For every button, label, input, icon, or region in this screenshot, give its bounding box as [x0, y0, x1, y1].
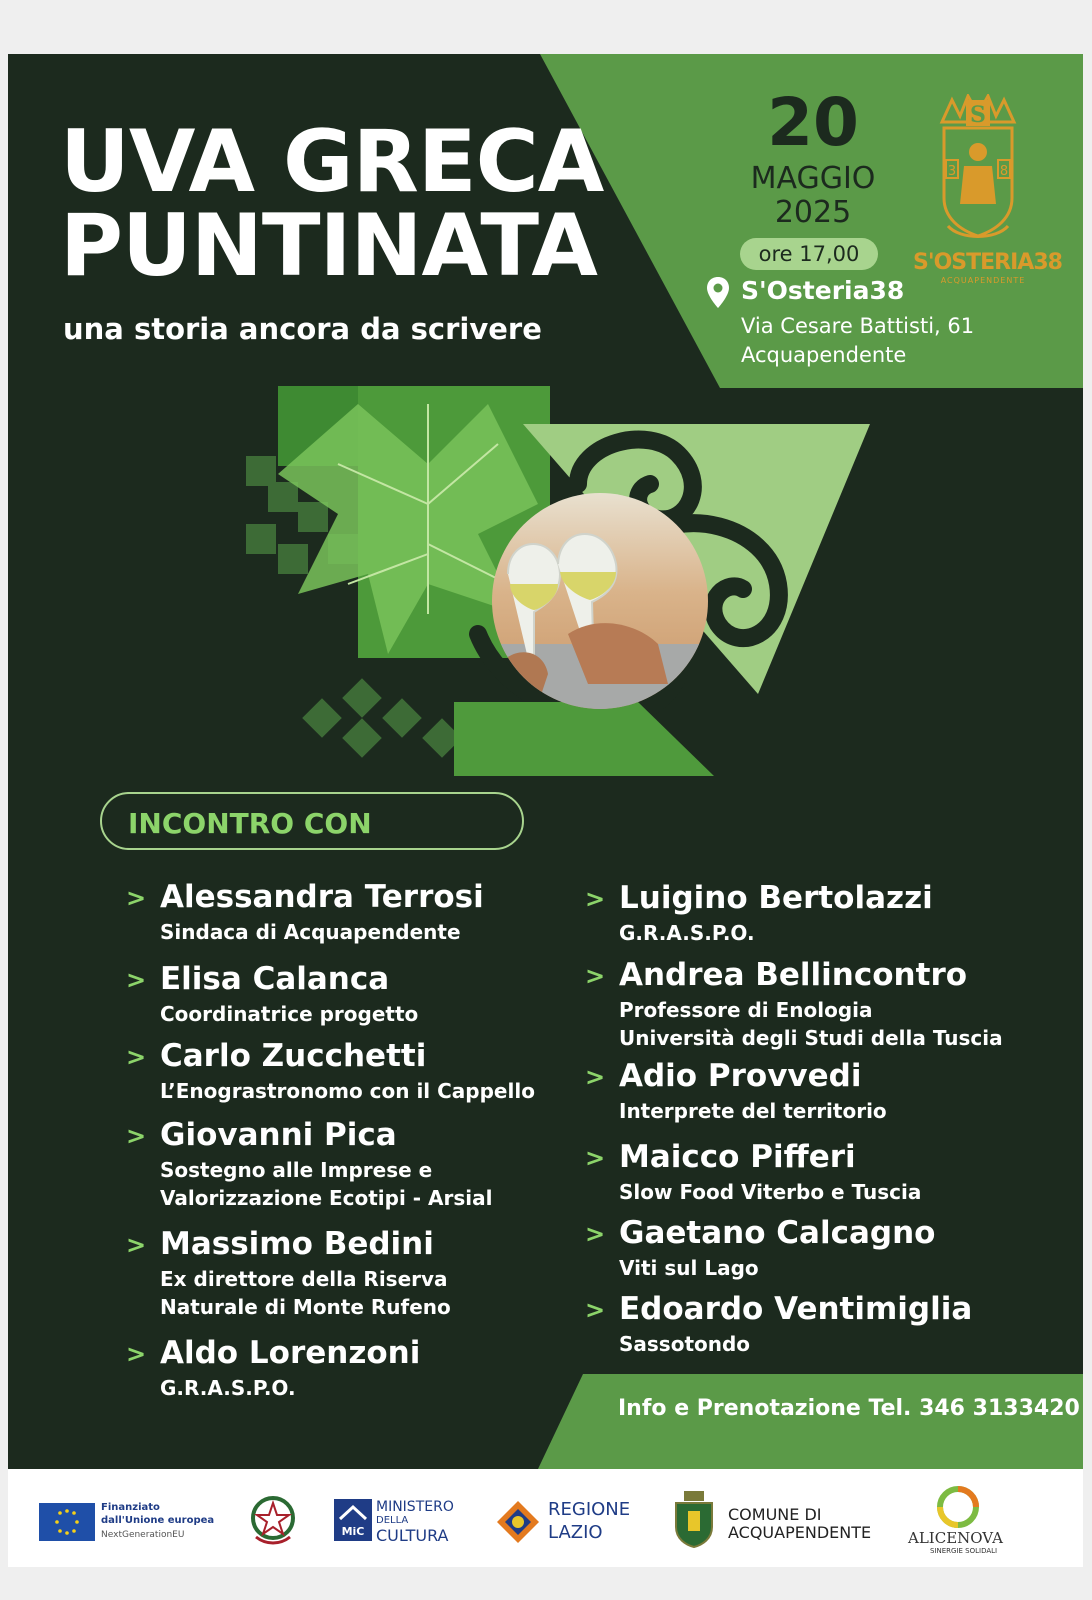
green-trapezoid-decoration [454, 702, 714, 776]
speaker-name: Alessandra Terrosi [160, 879, 484, 915]
speaker-role: Viti sul Lago [619, 1256, 759, 1280]
eu-flag-icon [39, 1503, 95, 1541]
chevron-right-icon: > [126, 884, 147, 912]
chevron-right-icon: > [585, 1296, 606, 1324]
emblem-left-number: 3 [947, 164, 957, 179]
speaker-name: Edoardo Ventimiglia [619, 1291, 973, 1327]
alicenova-tagline: SINERGIE SOLIDALI [930, 1547, 998, 1555]
regione-line-2: LAZIO [548, 1522, 603, 1543]
speaker-role: Professore di Enologia [619, 998, 873, 1022]
location-pin-icon [705, 276, 731, 310]
speaker-name: Giovanni Pica [160, 1117, 397, 1153]
speaker-name: Gaetano Calcagno [619, 1215, 936, 1251]
speaker-name: Carlo Zucchetti [160, 1038, 427, 1074]
chevron-right-icon: > [585, 1220, 606, 1248]
italian-republic-emblem-icon [248, 1493, 298, 1547]
ministry-line-3: CULTURA [376, 1526, 449, 1545]
title-line-1: UVA GRECA [60, 112, 604, 212]
speaker-role: Ex direttore della Riserva [160, 1267, 448, 1291]
alicenova-name: ALICENOVA [908, 1529, 1003, 1547]
speaker-role: Interprete del territorio [619, 1099, 887, 1123]
chevron-right-icon: > [126, 966, 147, 994]
eu-funding-line-3: NextGenerationEU [101, 1530, 185, 1540]
chevron-right-icon: > [126, 1231, 147, 1259]
venue-address: Via Cesare Battisti, 61 [741, 314, 975, 338]
info-booking-phone: Info e Prenotazione Tel. 346 3133420 [618, 1396, 1080, 1421]
event-subtitle: una storia ancora da scrivere [63, 312, 542, 346]
chevron-right-icon: > [126, 1340, 147, 1368]
speaker-name: Aldo Lorenzoni [160, 1335, 421, 1371]
title-line-2: PUNTINATA [60, 196, 597, 296]
speaker-name: Adio Provvedi [619, 1058, 862, 1094]
speaker-role: G.R.A.S.P.O. [619, 921, 755, 945]
emblem-letter: S [970, 102, 986, 128]
ministry-line-1: MINISTERO [376, 1499, 454, 1515]
mic-badge-text: MiC [341, 1525, 365, 1538]
chevron-right-icon: > [585, 962, 606, 990]
event-date-day: 20 [767, 84, 859, 161]
alicenova-logo-icon [936, 1485, 980, 1529]
event-time-badge: ore 17,00 [740, 238, 878, 270]
venue-name: S'Osteria38 [741, 276, 905, 305]
emblem-right-number: 8 [999, 164, 1009, 179]
speaker-role: Sindaca di Acquapendente [160, 920, 461, 944]
chevron-right-icon: > [585, 1144, 606, 1172]
event-poster [8, 54, 1083, 1469]
eu-funding-line-1: Finanziato [101, 1502, 160, 1513]
info-green-band [8, 1374, 1083, 1469]
chevron-right-icon: > [585, 885, 606, 913]
sponsor-footer [8, 1469, 1083, 1567]
event-date-month: MAGGIO [750, 161, 876, 196]
speaker-name: Andrea Bellincontro [619, 957, 968, 993]
venue-town: Acquapendente [741, 343, 907, 367]
speaker-name: Massimo Bedini [160, 1226, 434, 1262]
speaker-role: Slow Food Viterbo e Tuscia [619, 1180, 922, 1204]
regione-line-1: REGIONE [548, 1499, 631, 1520]
regione-lazio-logo-icon [495, 1499, 541, 1545]
chevron-right-icon: > [126, 1122, 147, 1150]
decorative-artwork [238, 384, 878, 784]
comune-crest-icon [670, 1489, 718, 1549]
osteria-logo-subtext: ACQUAPENDENTE [940, 276, 1026, 285]
speaker-role: Coordinatrice progetto [160, 1002, 419, 1026]
speaker-role: Sostegno alle Imprese e [160, 1158, 433, 1182]
event-date-year: 2025 [774, 195, 852, 230]
speaker-role: L’Enograstronomo con il Cappello [160, 1079, 535, 1103]
osteria-emblem-icon [936, 94, 1020, 246]
speaker-role: G.R.A.S.P.O. [160, 1376, 296, 1400]
speaker-role: Valorizzazione Ecotipi - Arsial [160, 1186, 493, 1210]
comune-line-1: COMUNE DI [728, 1505, 822, 1524]
chevron-right-icon: > [126, 1043, 147, 1071]
event-title [60, 112, 604, 296]
chevron-right-icon: > [585, 1063, 606, 1091]
speaker-role: Università degli Studi della Tuscia [619, 1026, 1003, 1050]
speakers-section-header [100, 792, 524, 850]
speakers-header-label: INCONTRO CON [128, 807, 372, 840]
speaker-role: Naturale di Monte Rufeno [160, 1295, 451, 1319]
ministry-line-2: DELLA [376, 1515, 409, 1526]
comune-line-2: ACQUAPENDENTE [728, 1523, 872, 1542]
speaker-name: Maicco Pifferi [619, 1139, 856, 1175]
osteria-logo-text: S'OSTERIA38 [913, 250, 1062, 275]
ministry-culture-logo-icon [334, 1499, 372, 1541]
speaker-role: Sassotondo [619, 1332, 751, 1356]
speaker-name: Elisa Calanca [160, 961, 390, 997]
eu-funding-line-2: dall'Unione europea [101, 1515, 215, 1526]
speaker-name: Luigino Bertolazzi [619, 880, 933, 916]
